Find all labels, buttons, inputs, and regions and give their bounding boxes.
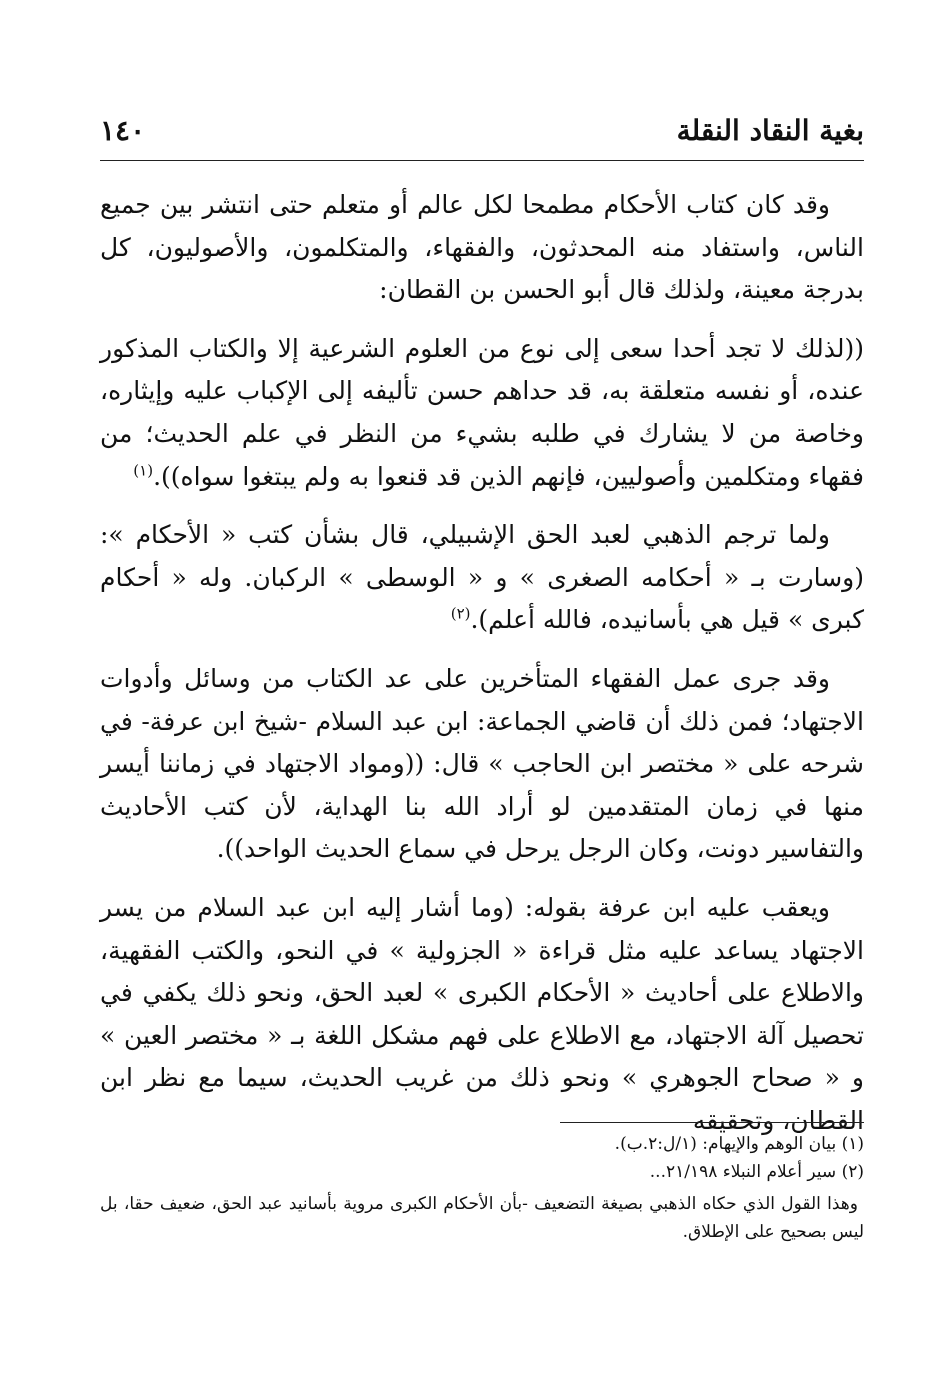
paragraph-3: ولما ترجم الذهبي لعبد الحق الإشبيلي، قال بشأن كتب « الأحكام »: (وسارت بـ « أحكامه الصغرى » و « الوسطى » الركبان. وله « أحكام كبرى » قيل هي بأسانيده، فالله أعلم).$^{(٢)}$ [100, 520, 864, 635]
paragraph-1: وقد كان كتاب الأحكام مطمحا لكل عالم أو متعلم حتى انتشر بين جميع الناس، واستفاد منه المحدثون، والفقهاء، والمتكلمون، والأصوليون، كل بدرجة معينة، ولذلك قال أبو الحسن بن القطان: [100, 190, 864, 305]
paragraph-2-quote: ((لذلك لا تجد أحدا سعى إلى نوع من العلوم الشرعية إلا والكتاب المذكور عنده، أو نفسه متعلقة به، قد حداهم حسن تأليفه إلى الإكباب عليه وإيثاره، وخاصة من لا يشارك في طلبه بشيء من النظر في علم الحديث؛ من فقهاء ومتكلمين وأصوليين، فإنهم الذين قد قنعوا به ولم يبتغوا سواه)).$^{(١)}$ [100, 333, 864, 491]
running-title: بغية النقاد النقلة [676, 113, 864, 147]
paragraph-4: وقد جرى عمل الفقهاء المتأخرين على عد الكتاب من وسائل وأدوات الاجتهاد؛ فمن ذلك أن قاضي الجماعة: ابن عبد السلام -شيخ ابن عرفة- في شرحه على « مختصر ابن الحاجب » قال: ((ومواد الاجتهاد في زماننا أيسر منها في زمان المتقدمين لو أراد الله بنا الهداية، لأن كتب الأحاديث والتفاسير دونت، وكان الرجل يرحل في سماع الحديث الواحد)). [100, 663, 864, 864]
header-rule [100, 160, 864, 161]
footnote-ref-1: (١) [133, 461, 154, 480]
main-text [100, 184, 864, 1158]
footnotes [100, 1130, 864, 1246]
footnote-1: (١) بيان الوهم والإيهام: (١/ل:٢.ب). [614, 1134, 864, 1154]
page-number: ١٤٠ [100, 113, 146, 147]
footnote-separator [560, 1122, 864, 1123]
paragraph-5: ويعقب عليه ابن عرفة بقوله: (وما أشار إليه ابن عبد السلام من يسر الاجتهاد يساعد عليه مثل قراءة « الجزولية » في النحو، والكتب الفقهية، والاطلاع على أحاديث « الأحكام الكبرى » لعبد الحق، ونحو ذلك يكفي في تحصيل آلة الاجتهاد، مع الاطلاع على فهم مشكل اللغة بـ « مختصر العين » و « صحاح الجوهري » ونحو ذلك من غريب الحديث، سيما مع نظر ابن القطان، وتحقيقه [100, 892, 864, 1135]
footnote-2-continuation: وهذا القول الذي حكاه الذهبي بصيغة التضعيف -بأن الأحكام الكبرى مروية بأسانيد عبد الحق، ضعيف حقا، بل ليس بصحيح على الإطلاق. [100, 1194, 864, 1242]
footnote-2: (٢) سير أعلام النبلاء ٢١/١٩٨... [649, 1162, 864, 1182]
footnote-ref-2: (٢) [450, 605, 471, 624]
page-header [100, 106, 864, 154]
